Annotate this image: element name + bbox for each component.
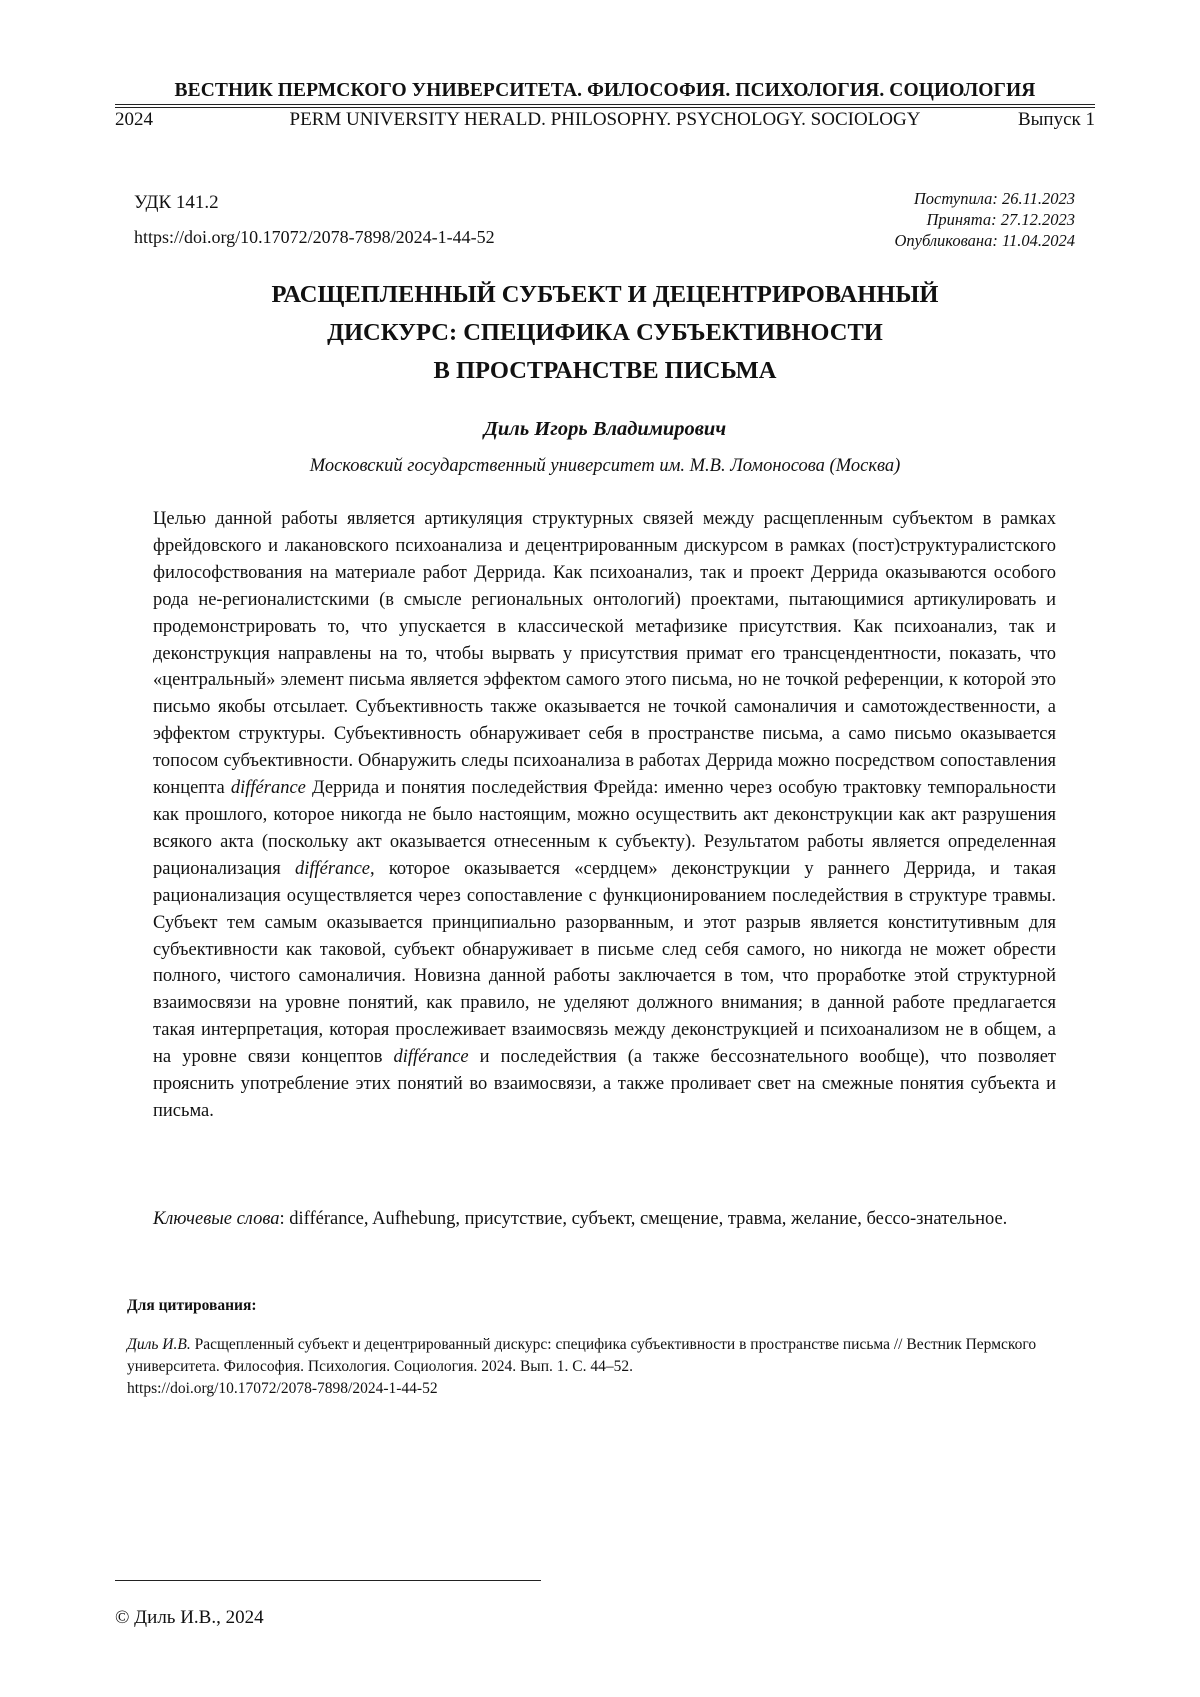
abstract-text: и последействия (а также бессознательного вообще), что позволяет прояснить употребление этих понятий во взаимосвязи, а также проливает свет на смежные понятия субъекта и письма. bbox=[153, 1047, 1056, 1121]
term-differance: différance bbox=[295, 859, 370, 879]
journal-year: 2024 bbox=[115, 109, 153, 131]
abstract-paragraph bbox=[153, 506, 1056, 1125]
paper-page bbox=[0, 0, 1200, 1697]
journal-issue: Выпуск 1 bbox=[1018, 109, 1095, 131]
udk-code: УДК 141.2 bbox=[134, 192, 219, 214]
header-divider bbox=[115, 104, 1095, 108]
journal-title-en: PERM UNIVERSITY HERALD. PHILOSOPHY. PSYCHOLOGY. SOCIOLOGY bbox=[115, 109, 1095, 131]
keywords bbox=[153, 1206, 1056, 1233]
citation-heading: Для цитирования: bbox=[127, 1297, 257, 1315]
citation-author: Диль И.В. bbox=[127, 1336, 191, 1353]
abstract-text: Целью данной работы является артикуляция структурных связей между расщепленным субъектом в рамках фрейдовского и лакановского психоанализа и децентрированным дискурсом в рамках (пост)структуралистского философствования на материале работ Деррида. Как психоанализ, так и проект Деррида оказываются особого рода не-регионалистскими (в смысле региональных онтологий) проектами, пытающимися артикулировать и продемонстрировать то, что упускается в классической метафизике присутствия. Как психоанализ, так и деконструкция направлены на то, чтобы вырвать у присутствия примат его трансцендентности, показать, что «центральный» элемент письма является эффектом самого этого письма, но не точкой референции, к которой это письмо якобы отсылает. Субъективность также оказывается не точкой самоналичия и самотождественности, а эффектом структуры. Субъективность обнаруживает себя в пространстве письма, а само письмо оказывается топосом субъективности. Обнаружить следы психоанализа в работах Деррида можно посредством сопоставления концепта bbox=[153, 509, 1056, 798]
keywords-label: Ключевые слова bbox=[153, 1209, 280, 1229]
term-differance: différance bbox=[394, 1047, 469, 1067]
keywords-list: : différance, Aufhebung, присутствие, субъект, смещение, травма, желание, бессо-знательное. bbox=[280, 1209, 1008, 1229]
author-affiliation: Московский государственный университет им. М.В. Ломоносова (Москва) bbox=[115, 456, 1095, 477]
citation-body bbox=[127, 1334, 1072, 1400]
abstract-text: Деррида и понятия последействия Фрейда: именно через особую трактовку темпоральности как прошлого, которое никогда не было настоящим, можно осуществить акт деконструкции как акт разрушения всякого акта (поскольку акт оказывается отнесенным к субъекту). Результатом работы является определенная рационализация bbox=[153, 778, 1056, 879]
abstract-text: , которое оказывается «сердцем» деконструкции у раннего Деррида, и такая рационализация осуществляется через сопоставление с функционированием последействия в структуре травмы. Субъект тем самым оказывается принципиально разорванным, и этот разрыв является конститутивным для субъективности как таковой, субъект обнаруживает в письме след себя самого, но никогда не может обрести полного, чистого самоналичия. Новизна данной работы заключается в том, что проработке этой структурной взаимосвязи на уровне понятий, как правило, не уделяют должного внимания; в данной работе предлагается такая интерпретация, которая прослеживает взаимосвязь между деконструкцией и психоанализом не в общем, а на уровне связи концептов bbox=[153, 859, 1056, 1067]
publication-dates bbox=[894, 188, 1075, 251]
abstract bbox=[153, 506, 1056, 1125]
term-differance: différance bbox=[231, 778, 306, 798]
copyright-notice: © Диль И.В., 2024 bbox=[115, 1607, 264, 1629]
title-line: В ПРОСТРАНСТВЕ ПИСЬМА bbox=[160, 352, 1050, 390]
author-name: Диль Игорь Владимирович bbox=[115, 418, 1095, 441]
article-title bbox=[160, 276, 1050, 390]
received-date: Поступила: 26.11.2023 bbox=[894, 188, 1075, 209]
footnote-divider bbox=[115, 1580, 541, 1581]
citation-doi-link[interactable]: https://doi.org/10.17072/2078-7898/2024-1-44-52 bbox=[127, 1380, 438, 1397]
published-date: Опубликована: 11.04.2024 bbox=[894, 230, 1075, 251]
doi-link[interactable]: https://doi.org/10.17072/2078-7898/2024-1-44-52 bbox=[134, 227, 495, 248]
citation-text: Расщепленный субъект и децентрированный дискурс: специфика субъективности в пространстве письма // Вестник Пермского университета. Философия. Психология. Социология. 2024. Вып. 1. С. 44–52. bbox=[127, 1336, 1036, 1375]
journal-title-ru: ВЕСТНИК ПЕРМСКОГО УНИВЕРСИТЕТА. ФИЛОСОФИЯ. ПСИХОЛОГИЯ. СОЦИОЛОГИЯ bbox=[115, 80, 1095, 102]
title-line: ДИСКУРС: СПЕЦИФИКА СУБЪЕКТИВНОСТИ bbox=[160, 314, 1050, 352]
accepted-date: Принята: 27.12.2023 bbox=[894, 209, 1075, 230]
title-line: РАСЩЕПЛЕННЫЙ СУБЪЕКТ И ДЕЦЕНТРИРОВАННЫЙ bbox=[160, 276, 1050, 314]
